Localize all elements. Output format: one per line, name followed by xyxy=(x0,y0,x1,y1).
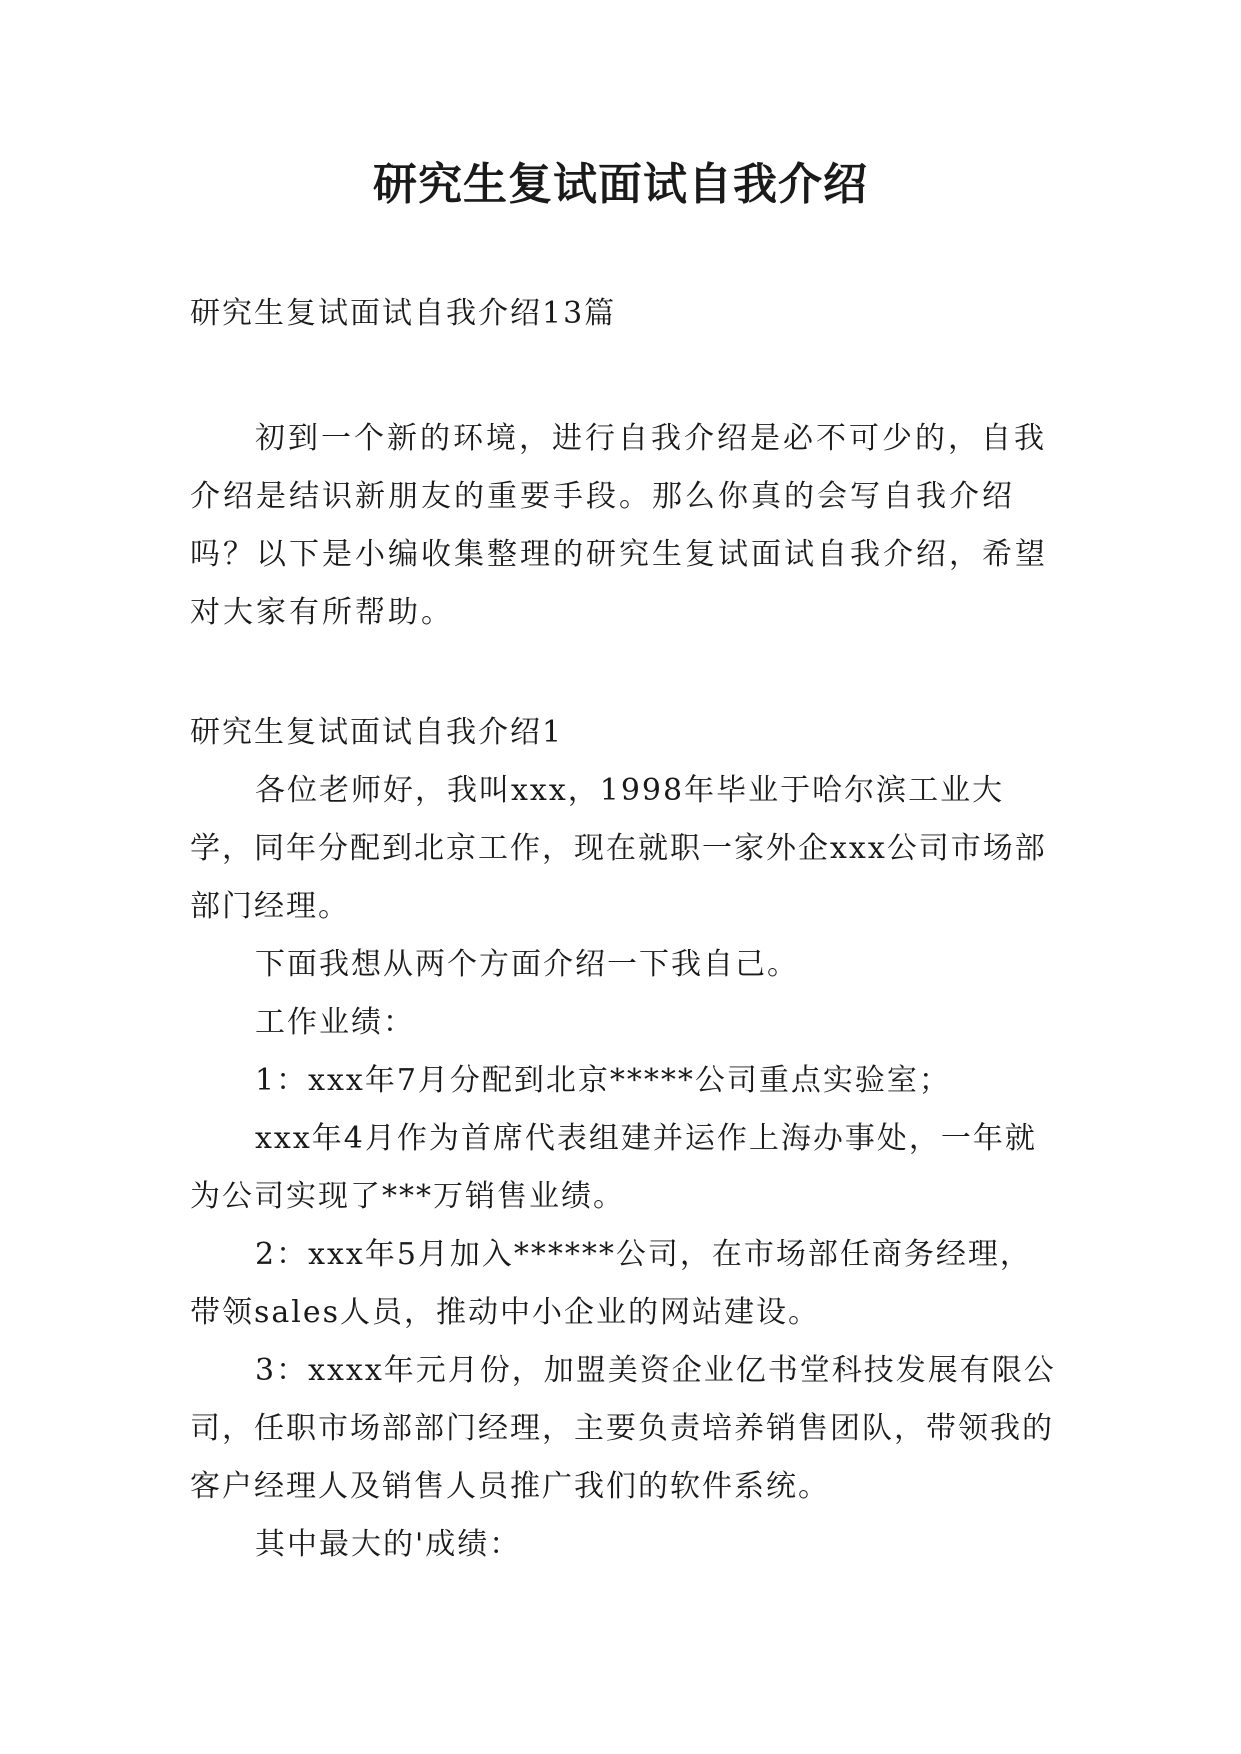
paragraph-two-aspects: 下面我想从两个方面介绍一下我自己。 xyxy=(255,947,799,982)
paragraph-intro-self: 各位老师好，我叫xxx，1998年毕业于哈尔滨工业大学，同年分配到北京工作，现在就职一家外企xxx公司市场部部门经理。 xyxy=(190,773,1047,924)
document-title: 研究生复试面试自我介绍 xyxy=(373,159,868,210)
paragraph-item-1: 1：xxx年7月分配到北京*****公司重点实验室； xyxy=(255,1063,951,1098)
section-1 xyxy=(190,704,1060,1574)
section-heading: 研究生复试面试自我介绍1 xyxy=(190,715,564,750)
intro-paragraph: 初到一个新的环境，进行自我介绍是必不可少的，自我介绍是结识新朋友的重要手段。那么你真的会写自我介绍吗？以下是小编收集整理的研究生复试面试自我介绍，希望对大家有所帮助。 xyxy=(190,421,1048,630)
paragraph-item-2: 2：xxx年5月加入******公司，在市场部任商务经理，带领sales人员，推动中小企业的网站建设。 xyxy=(190,1237,1032,1330)
paragraph-biggest-achievement: 其中最大的'成绩： xyxy=(255,1527,522,1562)
paragraph-item-3: 3：xxxx年元月份，加盟美资企业亿书堂科技发展有限公司，任职市场部部门经理，主要负责培养销售团队，带领我的客户经理人及销售人员推广我们的软件系统。 xyxy=(190,1353,1056,1504)
paragraph-shanghai-office: xxx年4月作为首席代表组建并运作上海办事处，一年就为公司实现了***万销售业绩。 xyxy=(190,1121,1037,1214)
document-subtitle: 研究生复试面试自我介绍13篇 xyxy=(190,296,617,331)
paragraph-work-achievements-label: 工作业绩： xyxy=(255,1005,415,1040)
